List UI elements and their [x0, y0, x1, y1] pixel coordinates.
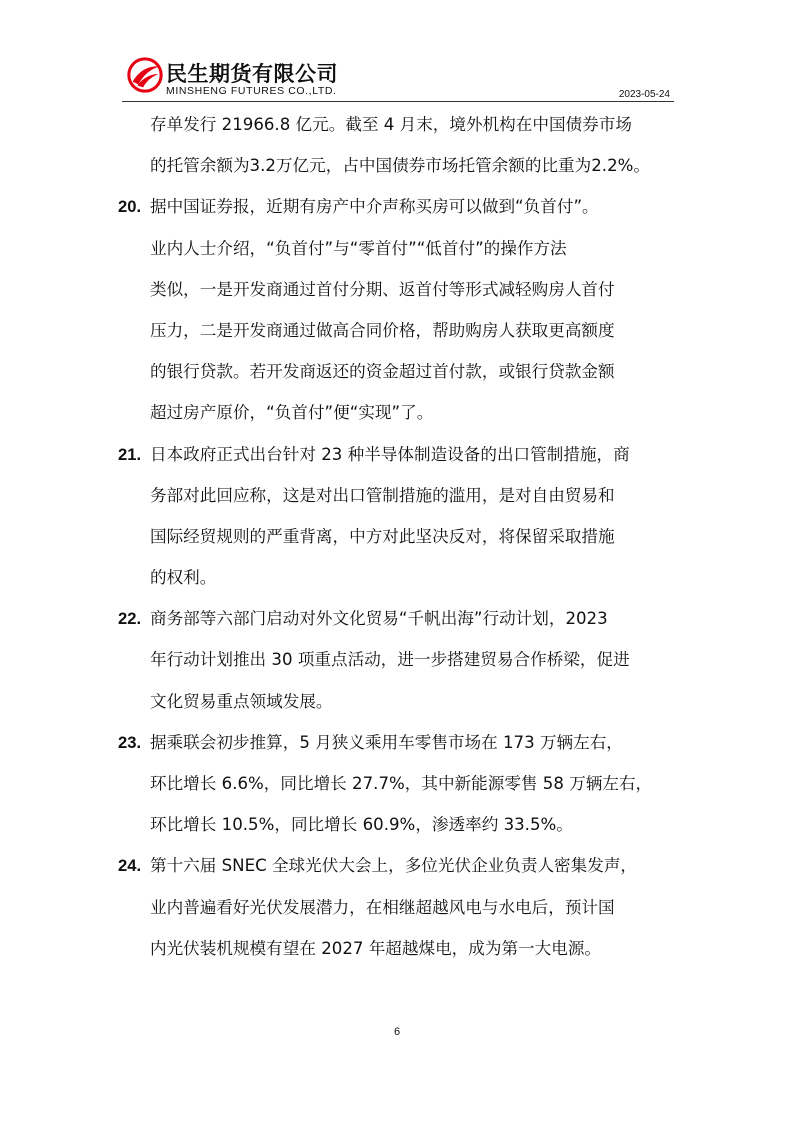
text-line: 的托管余额为3.2万亿元，占中国债券市场托管余额的比重为2.2%。 — [150, 156, 650, 176]
text-line: 业内普遍看好光伏发展潜力，在相继超越风电与水电后，预计国 — [150, 897, 615, 917]
text-line: 环比增长 10.5%，同比增长 60.9%，渗透率约 33.5%。 — [150, 815, 573, 835]
news-list — [118, 104, 688, 969]
item-number: 20. — [118, 197, 142, 217]
company-name-cn: 民生期货有限公司 — [166, 62, 338, 86]
text-line — [118, 434, 688, 475]
item-text: 日本政府正式出台针对 23 种半导体制造设备的出口管制措施，商 — [150, 444, 630, 464]
text-line: 年行动计划推出 30 项重点活动，进一步搭建贸易合作桥梁，促进 — [150, 650, 630, 670]
text-line — [118, 722, 688, 763]
text-line: 内光伏装机规模有望在 2027 年超越煤电，成为第一大电源。 — [150, 938, 602, 958]
item-number: 24. — [118, 856, 142, 876]
news-item-20 — [118, 186, 688, 433]
item-number: 21. — [118, 444, 142, 464]
text-line: 类似，一是开发商通过首付分期、返首付等形式减轻购房人首付 — [150, 279, 615, 299]
text-line: 文化贸易重点领域发展。 — [150, 691, 333, 711]
text-line: 的权利。 — [150, 568, 217, 588]
report-date: 2023-05-24 — [618, 89, 670, 100]
text-line: 的银行贷款。若开发商返还的资金超过首付款，或银行贷款金额 — [150, 362, 615, 382]
text-line: 业内人士介绍，“负首付”与“零首付”“低首付”的操作方法 — [150, 238, 567, 258]
company-name-en: MINSHENG FUTURES CO.,LTD. — [166, 85, 337, 97]
news-item-continued — [118, 104, 688, 186]
text-line: 压力，二是开发商通过做高合同价格，帮助购房人获取更高额度 — [150, 320, 615, 340]
text-line — [118, 845, 688, 886]
text-line: 务部对此回应称，这是对出口管制措施的滥用，是对自由贸易和 — [150, 485, 615, 505]
text-line: 超过房产原价，“负首付”便“实现”了。 — [150, 403, 434, 423]
news-item-21 — [118, 434, 688, 599]
page-header — [122, 52, 674, 102]
text-line — [118, 186, 688, 227]
item-text: 据乘联会初步推算，5 月狭义乘用车零售市场在 173 万辆左右， — [150, 732, 623, 752]
item-text: 据中国证券报，近期有房产中介声称买房可以做到“负首付”。 — [150, 197, 599, 217]
text-line: 存单发行 21966.8 亿元。截至 4 月末，境外机构在中国债券市场 — [150, 115, 632, 134]
text-line: 国际经贸规则的严重背离，中方对此坚决反对，将保留采取措施 — [150, 526, 615, 546]
news-item-24 — [118, 845, 688, 969]
header-divider — [122, 101, 674, 102]
minsheng-logo-icon — [126, 56, 164, 94]
page-number: 6 — [393, 1026, 401, 1038]
text-line — [118, 598, 688, 639]
item-text: 商务部等六部门启动对外文化贸易“千帆出海”行动计划，2023 — [150, 609, 608, 629]
item-number: 22. — [118, 609, 142, 629]
text-line: 环比增长 6.6%，同比增长 27.7%，其中新能源零售 58 万辆左右， — [150, 774, 653, 793]
news-item-22 — [118, 598, 688, 722]
item-number: 23. — [118, 732, 142, 752]
news-item-23 — [118, 722, 688, 846]
item-text: 第十六届 SNEC 全球光伏大会上，多位光伏企业负责人密集发声， — [150, 856, 638, 876]
